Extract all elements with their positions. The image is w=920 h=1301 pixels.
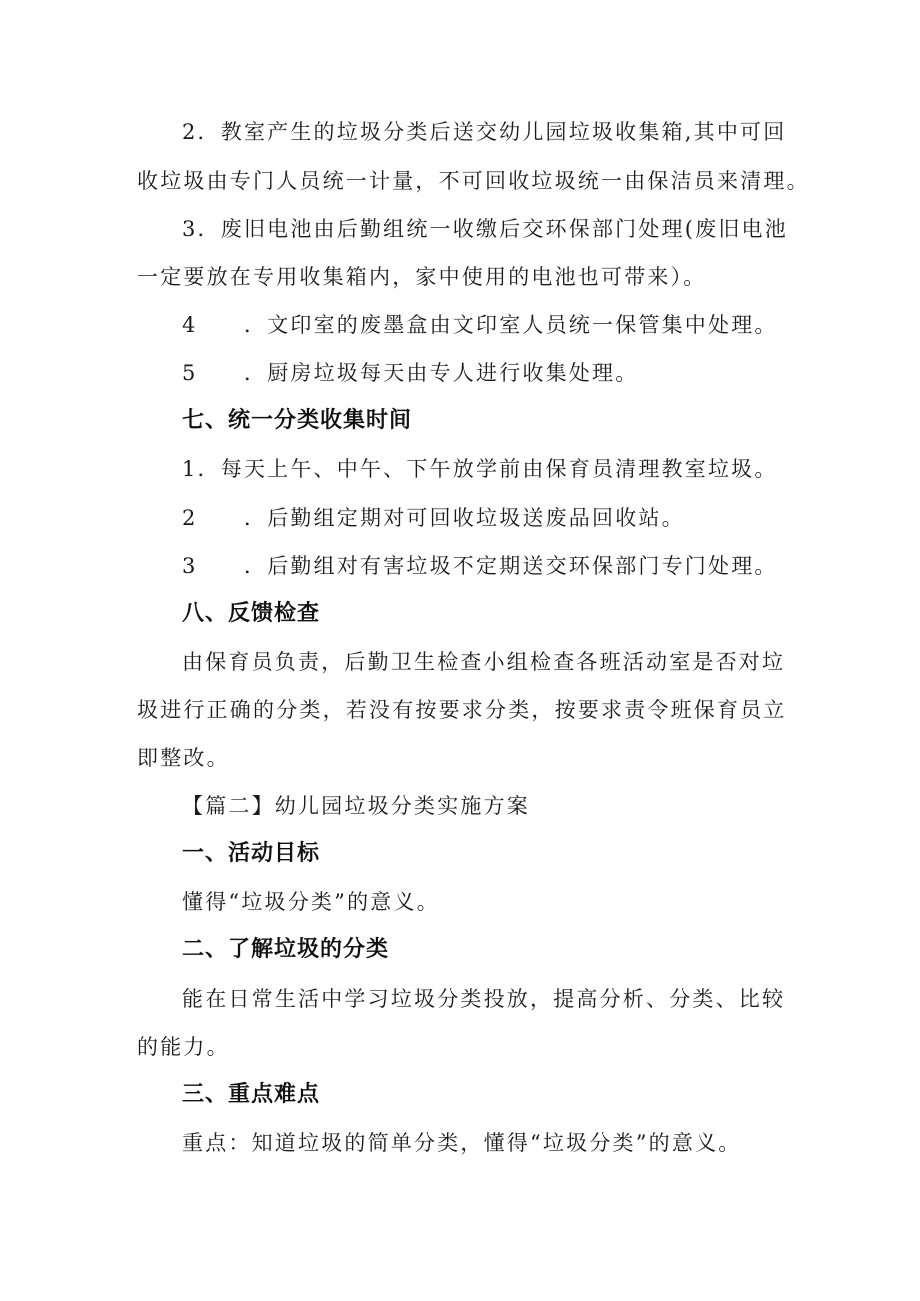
paragraph-line: 懂得“垃圾分类”的意义。 xyxy=(182,890,440,914)
section-heading: 七、统一分类收集时间 xyxy=(182,408,413,433)
numbered-item xyxy=(182,551,778,581)
paragraph-line: 收垃圾由专门人员统一计量，不可回收垃圾统一由保洁员来清理。 xyxy=(137,169,810,193)
section-heading: 二、了解垃圾的分类 xyxy=(182,937,390,962)
numbered-item xyxy=(182,310,778,340)
article-subtitle: 【篇二】幼儿园垃圾分类实施方案 xyxy=(182,794,530,818)
item-number: 2 xyxy=(182,506,198,530)
section-heading: 一、活动目标 xyxy=(182,841,321,866)
paragraph-line: 即整改。 xyxy=(137,746,230,770)
section-heading: 三、重点难点 xyxy=(182,1082,321,1107)
item-number: 4 xyxy=(182,313,198,337)
paragraph-line: 重点：知道垃圾的简单分类，懂得“垃圾分类”的意义。 xyxy=(182,1131,742,1155)
item-text: ．文印室的废墨盒由文印室人员统一保管集中处理。 xyxy=(244,313,778,337)
paragraph-line: 由保育员负责，后勤卫生检查小组检查各班活动室是否对垃 xyxy=(182,650,786,674)
item-text: ．厨房垃圾每天由专人进行收集处理。 xyxy=(244,361,639,385)
item-text: ．后勤组定期对可回收垃圾送废品回收站。 xyxy=(244,506,685,530)
paragraph-line: 1．每天上午、中午、下午放学前由保育员清理教室垃圾。 xyxy=(182,457,778,481)
numbered-item xyxy=(182,503,685,533)
item-number: 5 xyxy=(182,361,198,385)
paragraph-line: 圾进行正确的分类，若没有按要求分类，按要求责令班保育员立 xyxy=(137,698,787,722)
numbered-item xyxy=(182,358,638,388)
item-number: 3 xyxy=(182,554,198,578)
paragraph-line: 2．教室产生的垃圾分类后送交幼儿园垃圾收集箱,其中可回 xyxy=(182,120,787,144)
section-heading: 八、反馈检查 xyxy=(182,601,321,626)
paragraph-line: 能在日常生活中学习垃圾分类投放，提高分析、分类、比较 xyxy=(182,987,786,1011)
paragraph-line: 3．废旧电池由后勤组统一收缴后交环保部门处理(废旧电池 xyxy=(182,217,788,241)
paragraph-line: 一定要放在专用收集箱内，家中使用的电池也可带来）。 xyxy=(137,265,707,289)
item-text: ．后勤组对有害垃圾不定期送交环保部门专门处理。 xyxy=(244,554,778,578)
paragraph-line: 的能力。 xyxy=(137,1035,230,1059)
